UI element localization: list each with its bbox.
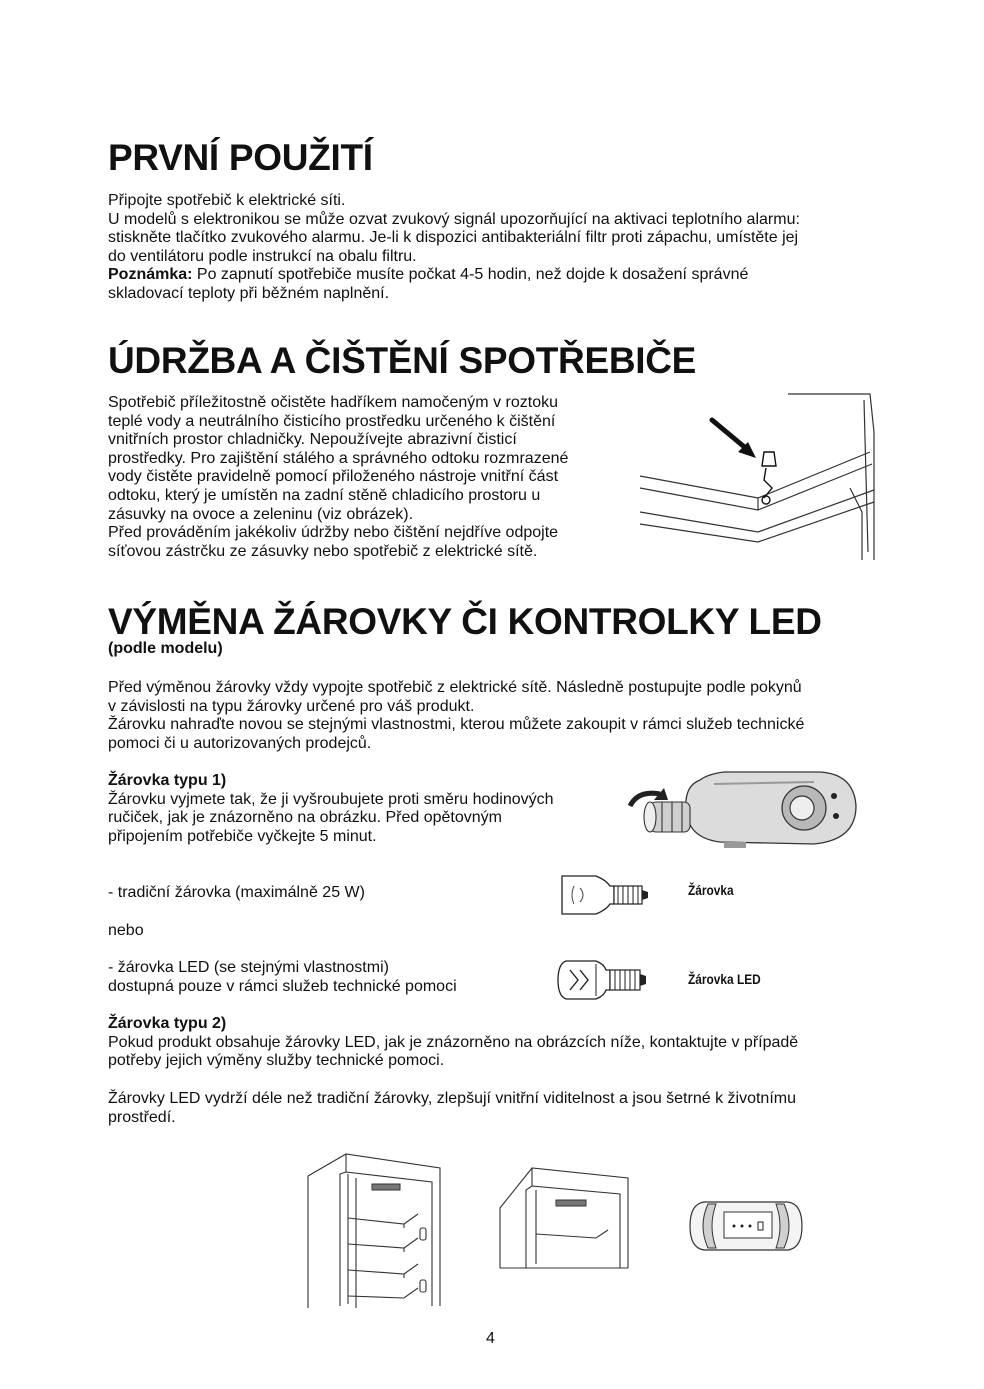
text-line: Před prováděním jakékoliv údržby nebo čištění nejdříve odpojte	[108, 524, 559, 542]
text-line: Pokud produkt obsahuje žárovky LED, jak je znázorněno na obrázcích níže, kontaktujte v případě	[108, 1033, 799, 1051]
text-line: vody čistěte pravidelně pomocí přiloženého nástroje vnitřní část	[108, 468, 559, 486]
first-use-text	[108, 192, 800, 304]
page-number: 4	[486, 1330, 495, 1347]
note-label: Poznámka:	[108, 266, 193, 284]
text-line: pomoci či u autorizovaných prodejců.	[108, 734, 372, 752]
text-line: skladovací teploty při běžném naplnění.	[108, 284, 390, 302]
led-bulb-illustration	[556, 958, 652, 1002]
text-line: teplé vody a neutrálního čisticího prostředku určeného k čištění	[108, 412, 556, 430]
text-line: Připojte spotřebič k elektrické síti.	[108, 192, 346, 209]
type1-heading: Žárovka typu 1)	[108, 772, 227, 789]
text-line: dostupná pouze v rámci služeb technické pomoci	[108, 977, 457, 995]
drain-cleaning-illustration	[638, 392, 878, 562]
lamp-housing-illustration	[624, 766, 864, 852]
text-line: prostředí.	[108, 1108, 176, 1126]
text-line: připojením potřebiče vyčkejte 5 minut.	[108, 827, 377, 845]
text-line: - žárovka LED (se stejnými vlastnostmi)	[108, 959, 389, 976]
led-benefit-text	[108, 1090, 796, 1127]
traditional-bulb-illustration	[560, 872, 652, 918]
text-line: vnitřních prostor chladničky. Nepoužívejte abrazivní čisticí	[108, 431, 517, 449]
type2-text	[108, 1015, 798, 1071]
text-line: prostředky. Pro zajištění stálého a správného odtoku rozmrazené	[108, 449, 569, 467]
text-line: v závislosti na typu žárovky určené pro váš produkt.	[108, 697, 475, 715]
text-line: odtoku, který je umístěn na zadní stěně chladicího prostoru u	[108, 486, 541, 504]
text-line: potřeby jejich výměny služby technické pomoci.	[108, 1052, 445, 1070]
maintenance-text	[108, 394, 568, 561]
fridge-interior-led-illustration	[300, 1148, 446, 1310]
label-bulb-led: Žárovka LED	[688, 971, 761, 987]
text-line: Žárovky LED vydrží déle než tradiční žárovky, zlepšují vnitřní viditelnost a jsou šetrné k životnímu	[108, 1090, 796, 1107]
bulb-led-text	[108, 959, 457, 996]
text-line: Před výměnou žárovky vždy vypojte spotřebič z elektrické sítě. Následně postupujte podle pokynů	[108, 679, 802, 696]
text-line: síťovou zástrčku ze zásuvky nebo spotřebič z elektrické sítě.	[108, 542, 538, 560]
text-line: do ventilátoru podle instrukcí na obalu filtru.	[108, 247, 417, 265]
note-line	[108, 266, 800, 285]
text-line: zásuvky na ovoce a zeleninu (viz obrázek).	[108, 505, 414, 523]
section-subtitle: (podle modelu)	[108, 640, 223, 657]
fridge-top-led-illustration	[496, 1164, 636, 1272]
text-line: U modelů s elektronikou se může ozvat zvukový signál upozorňující na aktivaci teplotního alarmu:	[108, 210, 800, 228]
text-line: ručiček, jak je znázorněno na obrázku. Před opětovným	[108, 809, 502, 827]
or-text: nebo	[108, 922, 144, 939]
type2-heading: Žárovka typu 2)	[108, 1015, 227, 1032]
led-module-illustration	[686, 1196, 806, 1256]
text-line: Žárovku vyjmete tak, že ji vyšroubujete proti směru hodinových	[108, 790, 554, 808]
note-text: Po zapnutí spotřebiče musíte počkat 4-5 hodin, než dojde k dosažení správné	[192, 266, 749, 284]
type1-text	[108, 772, 554, 846]
bulb-intro-text	[108, 679, 804, 753]
label-bulb: Žárovka	[688, 882, 734, 898]
text-line: stiskněte tlačítko zvukového alarmu. Je-li k dispozici antibakteriální filtr proti zápachu, umístěte jej	[108, 229, 799, 247]
text-line: Spotřebič příležitostně očistěte hadříkem namočeným v roztoku	[108, 394, 558, 411]
section-title-first-use: PRVNÍ POUŽITÍ	[108, 137, 373, 178]
section-title-maintenance: ÚDRŽBA A ČIŠTĚNÍ SPOTŘEBIČE	[108, 340, 697, 381]
text-line: Žárovku nahraďte novou se stejnými vlastnostmi, kterou můžete zakoupit v rámci služeb technické	[108, 716, 805, 734]
section-title-bulb-replacement: VÝMĚNA ŽÁROVKY ČI KONTROLKY LED	[108, 601, 822, 642]
bulb-traditional-text: - tradiční žárovka (maximálně 25 W)	[108, 884, 365, 901]
